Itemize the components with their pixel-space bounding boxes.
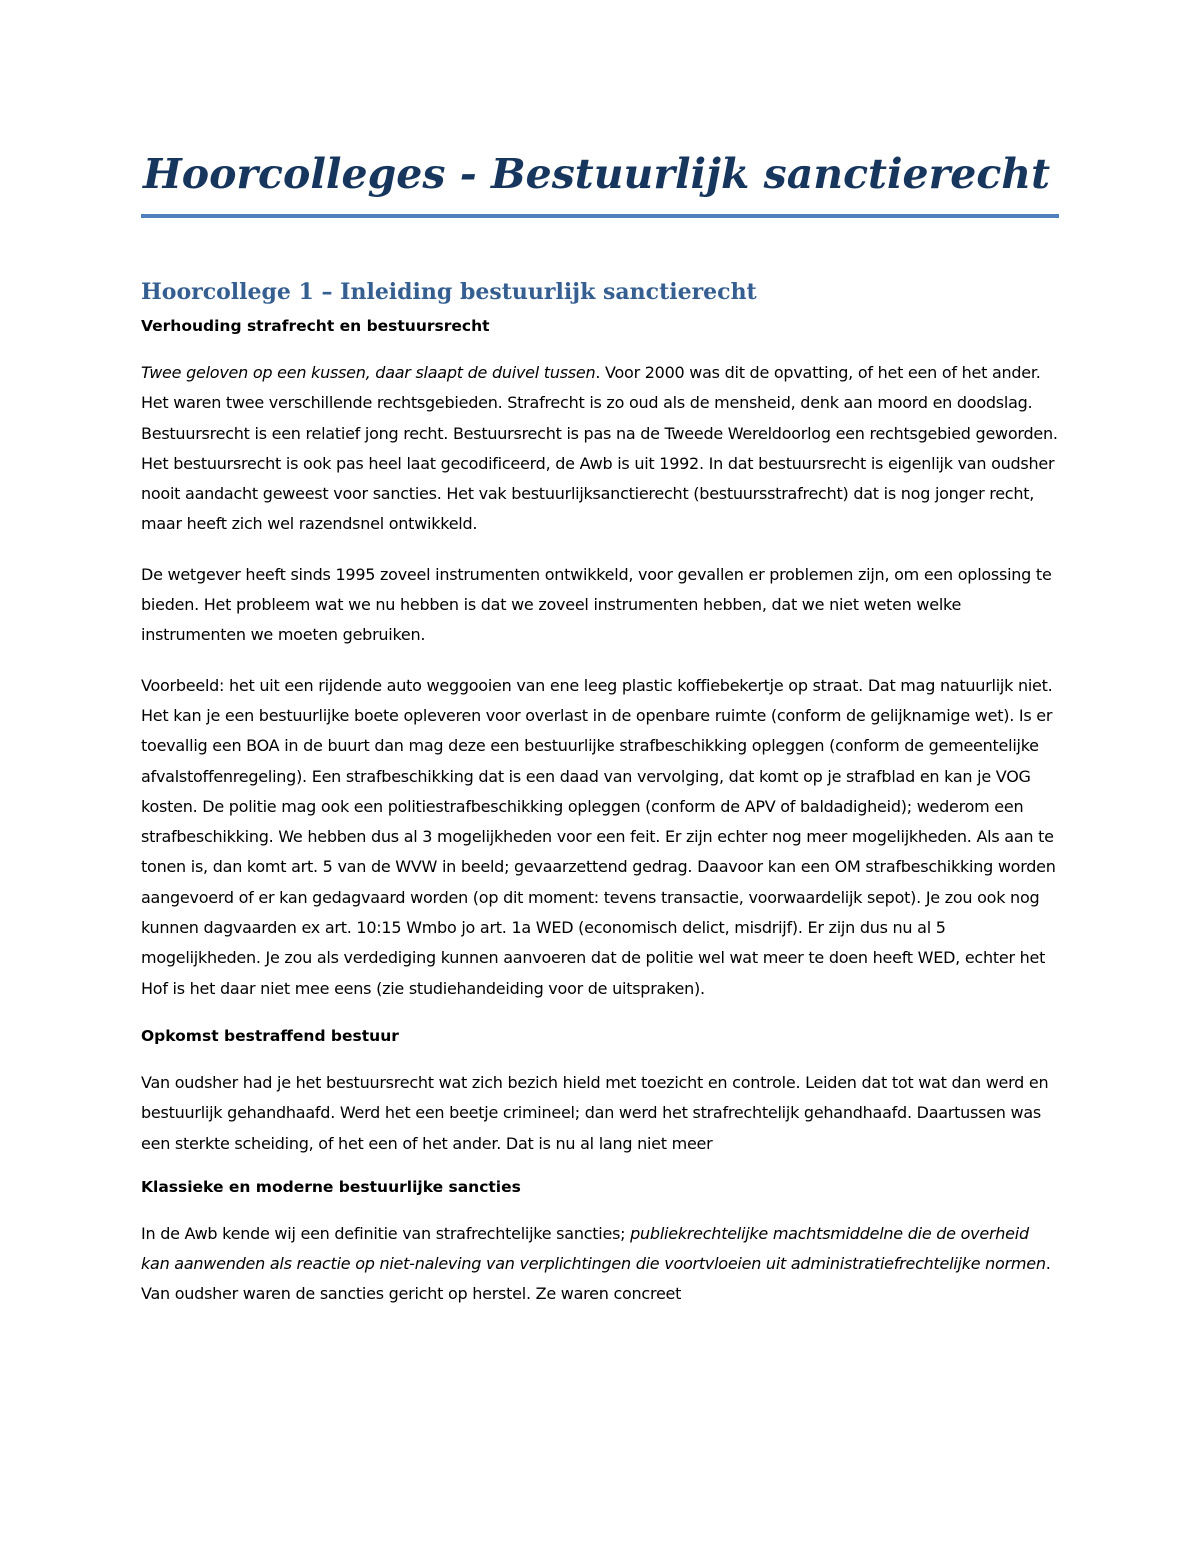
paragraph-text: . Van oudsher waren de sancties gericht op herstel. Ze waren concreet [141, 1254, 1051, 1304]
paragraph-italic-text: Twee geloven op een kussen, daar slaapt de duivel tussen [141, 363, 596, 382]
paragraph: De wetgever heeft sinds 1995 zoveel instrumenten ontwikkeld, voor gevallen er problemen zijn, om een oplossing te bieden. Het probleem wat we nu hebben is dat we zoveel instrumenten hebben, dat we niet weten welke instrumenten we moeten gebruiken. [141, 564, 1052, 645]
subsection-heading: Verhouding strafrecht en bestuursrecht [141, 317, 490, 335]
paragraph: Voorbeeld: het uit een rijdende auto weggooien van ene leeg plastic koffiebekertje op straat. Dat mag natuurlijk niet. Het kan je een bestuurlijke boete opleveren voor overlast in de openbare ruimte (conform de gelijknamige wet). Is er toevallig een BOA in de buurt dan mag deze een bestuurlijke strafbeschikking opleggen (conform de gemeentelijke afvalstoffenregeling). Een strafbeschikking dat is een daad van vervolging, dat komt op je strafblad en kan je VOG kosten. De politie mag ook een politiestrafbeschikking opleggen (conform de APV of baldadigheid); wederom een strafbeschikking. We hebben dus al 3 mogelijkheden voor een feit. Er zijn echter nog meer mogelijkheden. Als aan te tonen is, dan komt art. 5 van de WVW in beeld; gevaarzettend gedrag. Daavoor kan een OM strafbeschikking worden aangevoerd of er kan gedagvaard worden (op dit moment: tevens transactie, voorwaardelijk sepot). Je zou ook nog kunnen dagvaarden ex art. 10:15 Wmbo jo art. 1a WED (economisch delict, misdrijf). Er zijn dus nu al 5 mogelijkheden. Je zou als verdediging kunnen aanvoeren dat de politie wel wat meer te doen heeft WED, echter het Hof is het daar niet mee eens (zie studiehandeiding voor de uitspraken). [141, 675, 1056, 998]
document-title: Hoorcolleges - Bestuurlijk sanctierecht [143, 150, 1051, 198]
title-underline-rule [141, 214, 1059, 218]
subsection-heading: Klassieke en moderne bestuurlijke sancties [141, 1177, 521, 1196]
section-heading: Hoorcollege 1 – Inleiding bestuurlijk sanctierecht [141, 279, 757, 305]
paragraph-italic-text: publiekrechtelijke machtsmiddelne die de overheid kan aanwenden als reactie op niet-naleving van verplichtingen die voortvloeien uit administratiefrechtelijke normen [141, 1223, 1046, 1274]
paragraph [141, 358, 1059, 540]
paragraph-text-prefix: In de Awb kende wij een definitie van strafrechtelijke sancties; [141, 1223, 631, 1243]
paragraph-text: . Voor 2000 was dit de opvatting, of het een of het ander. Het waren twee verschillende rechtsgebieden. Strafrecht is zo oud als de mensheid, denk aan moord en doodslag. Bestuursrecht is een relatief jong recht. Bestuursrecht is pas na de Tweede Wereldoorlog een rechtsgebied geworden. Het bestuursrecht is ook pas heel laat gecodificeerd, de Awb is uit 1992. In dat bestuursrecht is eigenlijk van oudsher nooit aandacht geweest voor sancties. Het vak bestuurlijksanctierecht (bestuursstrafrecht) dat is nog jonger recht, maar heeft zich wel razendsnel ontwikkeld. [141, 363, 1058, 534]
paragraph [141, 1219, 1059, 1310]
subsection-heading: Opkomst bestraffend bestuur [141, 1026, 399, 1045]
paragraph: Van oudsher had je het bestuursrecht wat zich bezich hield met toezicht en controle. Leiden dat tot wat dan werd en bestuurlijk gehandhaafd. Werd het een beetje crimineel; dan werd het strafrechtelijk gehandhaafd. Daartussen was een sterkte scheiding, of het een of het ander. Dat is nu al lang niet meer [141, 1072, 1049, 1153]
